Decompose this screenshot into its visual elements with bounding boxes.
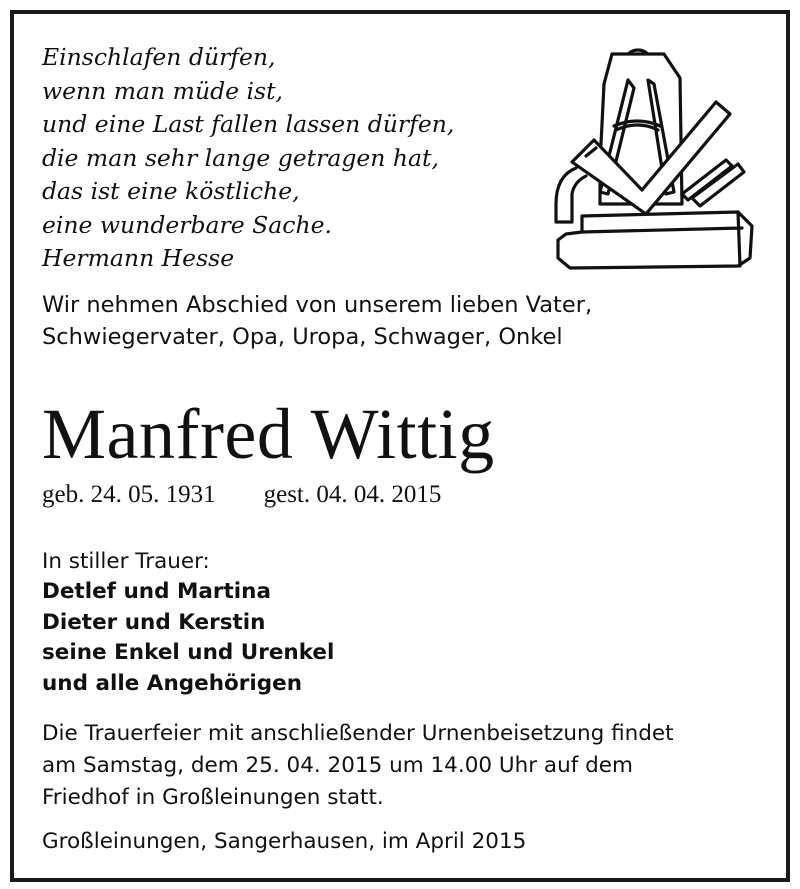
obituary-frame: [10, 10, 790, 882]
mourner-entry: Dieter und Kerstin: [42, 609, 266, 635]
deceased-name: Manfred Wittig: [42, 394, 495, 474]
funeral-info: [42, 718, 674, 814]
life-dates: [42, 479, 441, 511]
poem-line: eine wunderbare Sache.: [42, 210, 332, 239]
place-date: Großleinungen, Sangerhausen, im April 2015: [42, 829, 527, 854]
intro-text: [42, 290, 592, 353]
poem-line: und eine Last fallen lassen dürfen,: [42, 110, 455, 138]
death-date: gest. 04. 04. 2015: [263, 481, 442, 508]
intro-line: Schwiegervater, Opa, Uropa, Schwager, Onkel: [42, 323, 563, 350]
mourner-entry: und alle Angehörigen: [42, 670, 303, 696]
mourner-entry: Detlef und Martina: [42, 579, 271, 604]
mourners-list: [42, 577, 334, 699]
poem: [42, 41, 454, 276]
intro-line: Wir nehmen Abschied von unserem lieben Vater,: [42, 292, 593, 318]
mourner-entry: seine Enkel und Urenkel: [42, 640, 335, 665]
funeral-line: Die Trauerfeier mit anschließender Urnenbeisetzung findet: [42, 721, 674, 746]
poem-line: wenn man müde ist,: [42, 76, 283, 105]
birth-date: geb. 24. 05. 1931: [42, 481, 216, 508]
poem-line: das ist eine köstliche,: [42, 177, 300, 205]
poem-author: Hermann Hesse: [42, 244, 235, 272]
mourners-heading: In stiller Trauer:: [42, 549, 210, 574]
poem-line: Einschlafen dürfen,: [42, 43, 276, 71]
carpenter-tools-icon: [542, 44, 754, 272]
funeral-line: am Samstag, dem 25. 04. 2015 um 14.00 Uhr auf dem: [42, 753, 633, 778]
funeral-line: Friedhof in Großleinungen statt.: [42, 785, 384, 810]
poem-line: die man sehr lange getragen hat,: [42, 143, 439, 172]
